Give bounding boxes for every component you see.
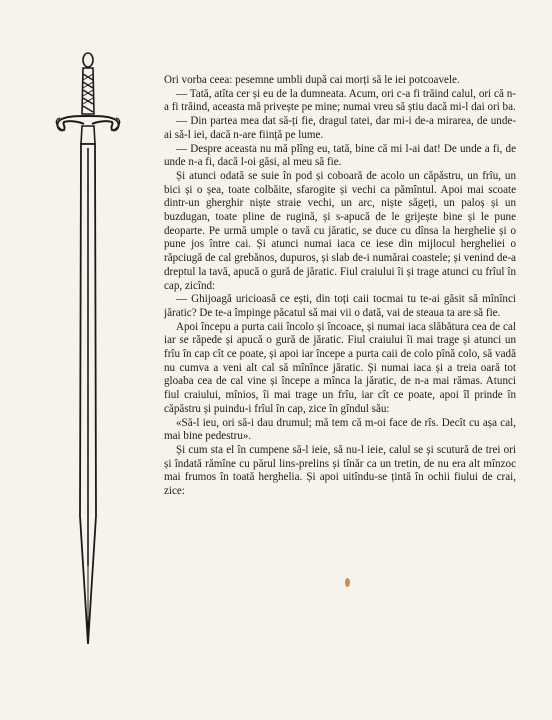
paragraph-7: Apoi începu a purta caii încolo și încoace, și numai iaca slăbătura cea de cal iar se răpede și apucă o gură de jăratic. Fiul craiului îi mai trage și atunci un frîu în cap cît ce poate, și apoi iar începe a purta caii de colo pînă colo, să vadă nu cumva a veni alt cal să mînînce jăratic. Și numai iaca și a treia oară tot gloaba cea de cal vine și începe a mînca la jăratic, de n-a mai rămas. Atunci fiul craiului, mînios, îi mai trage un frîu, iar cît ce poate, apoi îl prinde în căpăstru și puindu-i frîul în cap, zice în gîndul său: [164,320,516,415]
paragraph-5: Și atunci odată se suie în pod și coboară de acolo un căpăstru, un frîu, un bici și o șea, toate colbăite, sfarogite și vechi ca pămîntul. Apoi mai scoate dintr-un gherghir niște straie vechi, un arc, niște săgeți, un paloș și un buzdugan, toate pline de rugină, și s-apucă de le grijește bine și le pune deoparte. Pe urmă umple o tavă cu jăratic, se duce cu dînsa la herghelie și o pune jos între cai. Și atunci numai iaca ce iese din mijlocul hergheliei o răpciugă de cal grebănos, dupuros, și slab de-i numărai coastele; și venind de-a dreptul la tavă, apucă o gură de jăratic. Fiul craiului îi și trage atunci cu frîul în cap, zicînd: [164,169,516,292]
paper-stain [345,578,350,587]
paragraph-3: — Din partea mea dat să-ți fie, dragul tatei, dar mi-i de-a mirarea, de unde-ai să-l iei, dacă n-are ființă pe lume. [164,115,516,141]
paragraph-9: Și cum sta el în cumpene să-l ieie, să nu-l ieie, calul se și scutură de trei ori și îndată rămîne cu părul lins-prelins și tînăr ca un tretin, de nu era alt mînzoc mai frumos în toată herghelia. Și apoi uitîndu-se țintă în ochii fiului de crai, zice: [164,443,516,498]
paragraph-4: — Despre aceasta nu mă plîng eu, tată, bine că mi l-ai dat! De unde a fi, de unde n-a fi, dacă l-oi găsi, al meu să fie. [164,142,516,169]
paragraph-6: — Ghijoagă uricioasă ce ești, din toți caii tocmai tu te-ai găsit să mînînci jăratic? De te-a împinge păcatul să mai vii o dată, vai de steaua ta are să fie. [164,293,516,319]
paragraph-1: Ori vorba ceea: pesemne umbli după cai morți să le iei potcoavele. [164,74,460,86]
story-text [164,74,516,499]
paragraph-8: «Să-l ieu, ori să-i dau drumul; mă tem că m-oi face de rîs. Decît cu așa cal, mai bine pedestru». [164,416,516,443]
paragraph-2: — Tată, atîta cer și eu de la dumneata. Acum, ori c-a fi trăind calul, ori că n-a fi trăind, aceasta mă privește pe mine; numai vreu să știu dacă mi-l dai ori ba. [164,87,516,114]
sword-illustration-icon [52,46,124,646]
